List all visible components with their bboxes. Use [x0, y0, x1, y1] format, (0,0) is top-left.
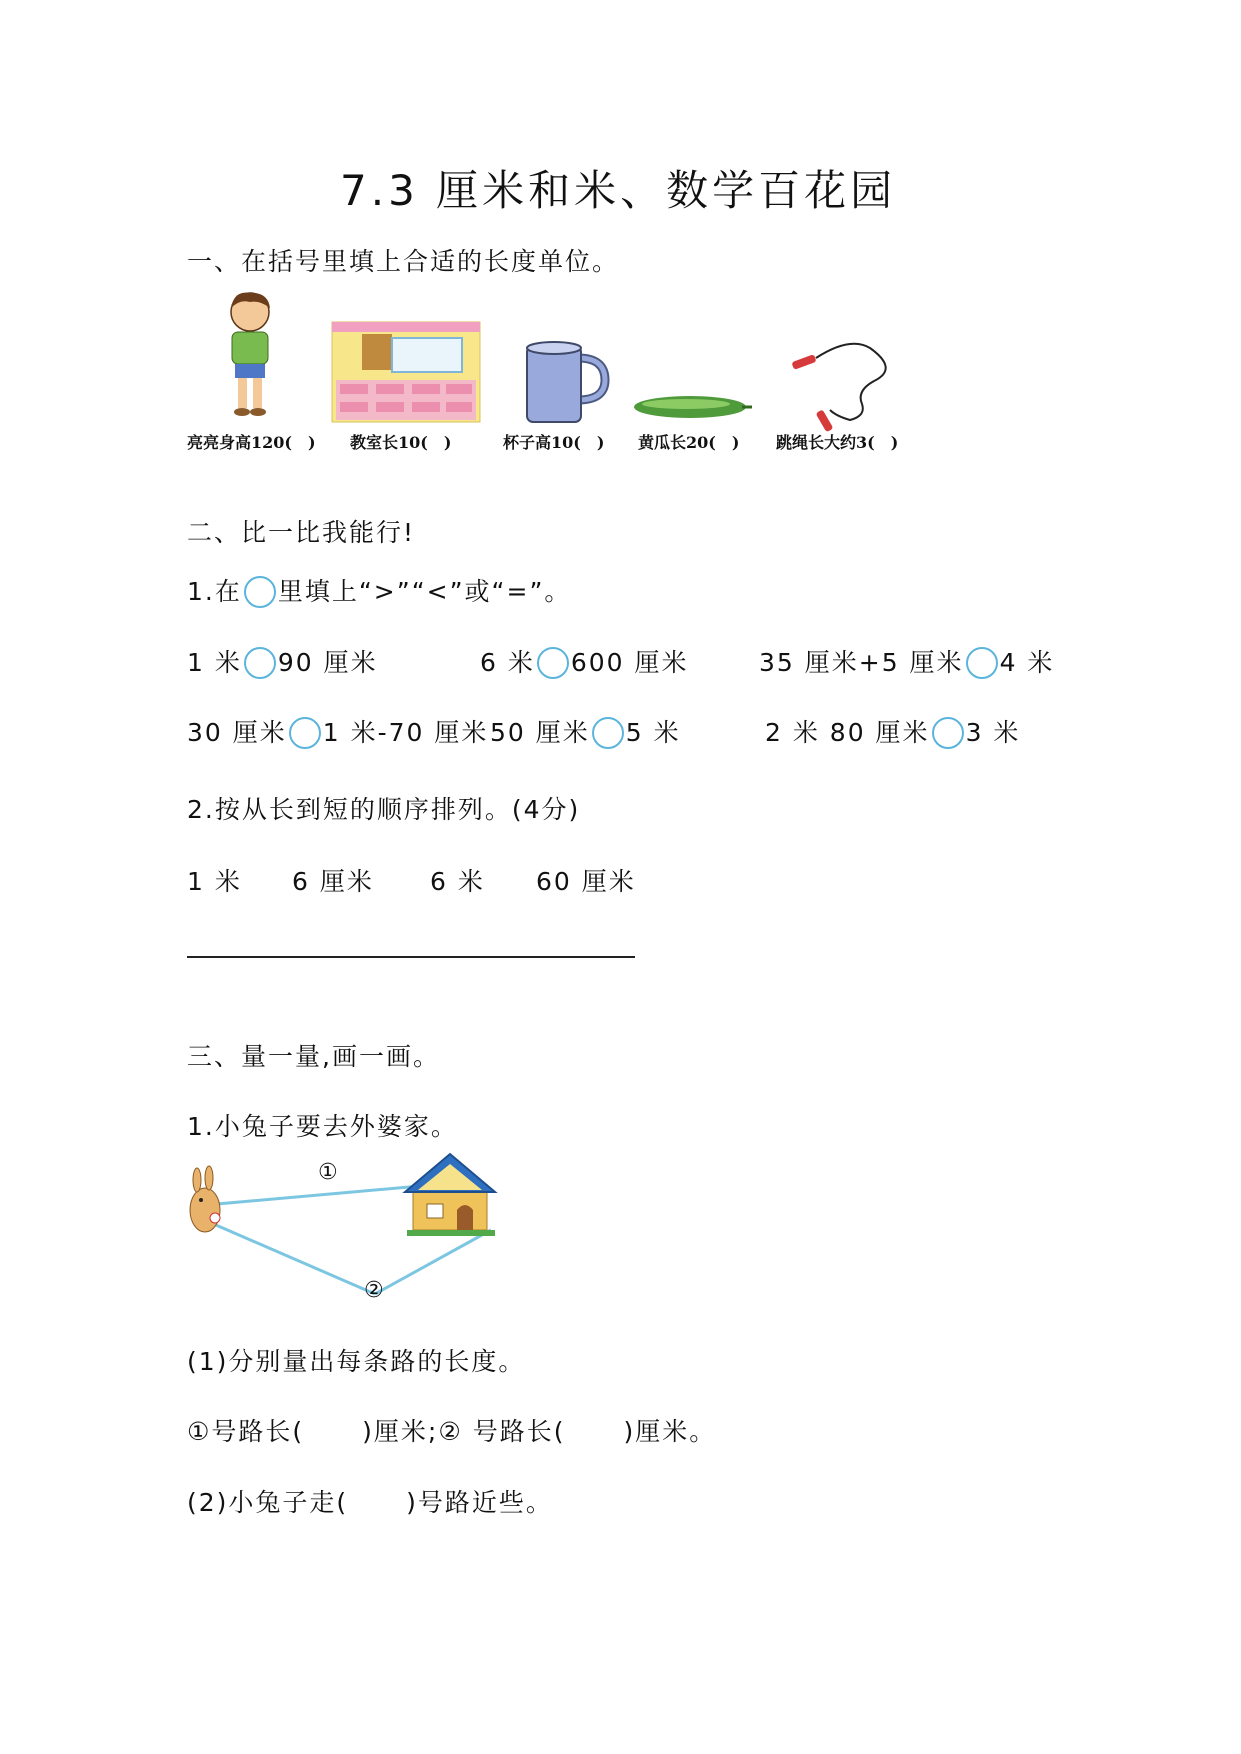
compare-right: 4 米	[999, 648, 1055, 677]
compare-item	[187, 643, 378, 679]
q2-instruction: 2.按从长到短的顺序排列。(4分)	[187, 795, 581, 824]
compare-item	[765, 713, 1020, 749]
compare-right: 600 厘米	[570, 648, 689, 677]
caption-classroom: 教室长10( )	[350, 433, 452, 452]
fill-route-lengths	[187, 1412, 716, 1448]
caption-cup: 杯子高10( )	[503, 433, 605, 452]
q1-pre-text: 1.在	[187, 577, 242, 606]
route1-length-label: ①号路长(	[187, 1417, 305, 1446]
answer-circle[interactable]	[932, 717, 964, 749]
sub-question-2	[187, 1483, 553, 1519]
compare-left: 2 米 80 厘米	[765, 718, 930, 747]
q1-instruction	[187, 572, 571, 608]
compare-left: 1 米	[187, 648, 242, 677]
compare-left: 6 米	[480, 648, 535, 677]
answer-line[interactable]	[187, 956, 635, 958]
sub2-post-text: )号路近些。	[406, 1488, 553, 1517]
compare-right: 3 米	[965, 718, 1021, 747]
caption-cucumber: 黄瓜长20( )	[638, 433, 740, 452]
caption-height: 亮亮身高120( )	[187, 433, 316, 452]
page-title: 7.3 厘米和米、数学百花园	[340, 166, 897, 215]
compare-item	[187, 713, 488, 749]
house-icon	[405, 1154, 495, 1236]
answer-circle[interactable]	[537, 647, 569, 679]
order-item: 1 米	[187, 867, 242, 896]
answer-circle[interactable]	[966, 647, 998, 679]
q1-post-text: 里填上“>”“<”或“=”。	[277, 577, 572, 606]
compare-left: 50 厘米	[490, 718, 590, 747]
compare-item	[759, 643, 1054, 679]
order-item: 6 厘米	[292, 867, 374, 896]
answer-circle[interactable]	[289, 717, 321, 749]
compare-left: 30 厘米	[187, 718, 287, 747]
compare-item	[480, 643, 689, 679]
cucumber-illustration	[634, 393, 754, 423]
boy-illustration	[220, 290, 280, 420]
compare-right: 90 厘米	[277, 648, 378, 677]
compare-item	[490, 713, 681, 749]
q3-instruction: 1.小兔子要去外婆家。	[187, 1112, 458, 1141]
answer-circle[interactable]	[244, 647, 276, 679]
sub2-pre-text: (2)小兔子走(	[187, 1488, 349, 1517]
caption-jump-rope: 跳绳长大约3( )	[776, 433, 899, 452]
jump-rope-illustration	[790, 340, 900, 435]
route2-label: ②	[364, 1278, 384, 1303]
section3-heading: 三、量一量,画一画。	[187, 1042, 440, 1071]
order-item: 6 米	[430, 867, 485, 896]
unit-label: )厘米。	[623, 1417, 717, 1446]
compare-left: 35 厘米+5 厘米	[759, 648, 964, 677]
rabbit-icon	[190, 1166, 220, 1232]
section2-heading: 二、比一比我能行!	[187, 518, 416, 547]
section1-heading: 一、在括号里填上合适的长度单位。	[187, 247, 620, 276]
order-item: 60 厘米	[536, 867, 636, 896]
compare-right: 5 米	[625, 718, 681, 747]
compare-right: 1 米-70 厘米	[322, 718, 489, 747]
sub-question-1: (1)分别量出每条路的长度。	[187, 1347, 526, 1376]
classroom-illustration	[332, 322, 480, 422]
route1-label: ①	[318, 1160, 338, 1185]
answer-circle[interactable]	[244, 576, 276, 608]
route2-length-label: )厘米;② 号路长(	[362, 1417, 566, 1446]
answer-circle[interactable]	[592, 717, 624, 749]
cup-illustration	[523, 340, 613, 425]
